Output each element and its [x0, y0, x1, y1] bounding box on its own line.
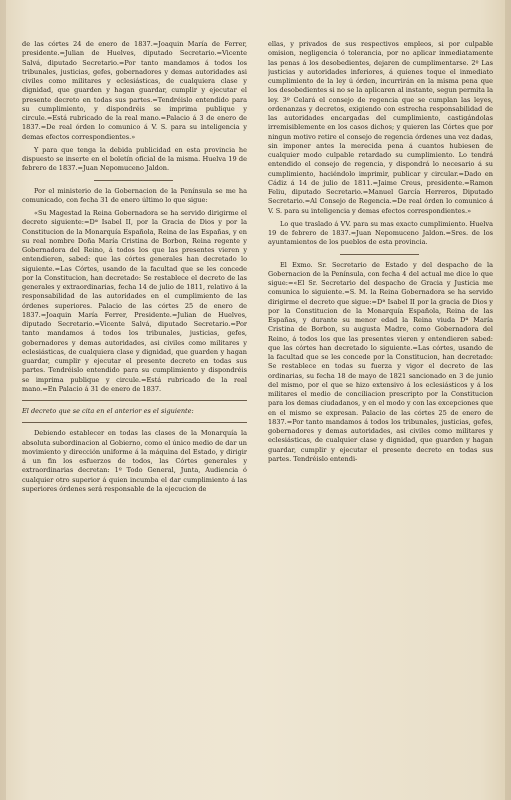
right-paragraph-1: ellas, y privados de sus respectivos empleos, si por culpable omision, negligencia ó tolerancia, por no aplicar inmediatamente las penas á los desobedientes, dejaren de cumplimentarse. 2º Las justicias y autoridades inferiores, á quienes toque el inmediato cumplimiento de la ley ú órden, incurrirán en la misma pena que los desobedientes si no se la aplicaren al instante, segun permita la ley. 3º Celará el consejo de regencia que se cumplan las leyes, ordenanzas y decretos, exigiendo con estrecha responsabilidad de las autoridades encargadas del cumplimiento, castigándolas irremisiblemente en los casos dichos; y quieren las Córtes que por ningun motivo retire el consejo de regencia órdenes una vez dadas, sin imponer antes la merecida pena á cuantos hubiesen de cualquier modo culpable retardado su cumplimiento. Lo tendrá entendido el consejo de regencia, y dispondrá lo necesario á su cumplimiento, haciéndolo imprimir, publicar y circular.=Dado en Cádiz á 14 de julio de 1811.=Jaime Creus, presidente.=Ramon Feliu, diputado Secretario.=Manuel García Herreros, Diputado Secretario.=Al Consejo de Regencia.=De real órden lo comunico á V. S. para su inteligencia y demas efectos correspondientes.»: [268, 40, 494, 215]
left-paragraph-2: Y para que tenga la debida publicidad en esta provincia he dispuesto se inserte en el boletín oficial de la misma. Huelva 19 de febrero de 1837.=Juan Nepomuceno Jaldon.: [22, 145, 248, 173]
left-paragraph-1: de las córtes 24 de enero de 1837.=Joaquin María de Ferrer, presidente.=Julian de Huelves, diputado Secretario.=Vicente Salvá, diputado Secretario.=Por tanto mandamos á todos los tribunales, justicias, gefes, gobernadores y demas autoridades asi civiles como militares y eclesiásticas, de cualquiera clase y dignidad, que guarden y hagan guardar, cumplir y ejecutar el presente decreto en todas sus partes.=Tendréislo entendido para su cumplimiento, y dispondréis se imprima publique y circule.=Está rubricado de la real mano.=Palacio á 3 de enero de 1837.=De real órden lo comunico á V. S. para su inteligencia y demas efectos correspondientes.»: [22, 40, 248, 141]
section2-italic-heading: El decreto que se cita en el anterior es el siguiente:: [22, 407, 194, 415]
page-left-edge-shadow: [0, 0, 6, 800]
section2-decree: Debiendo establecer en todas las clases de la Monarquía la absoluta subordinacion al Gobierno, como el único medio de dar un movimiento y dirección uniforme á la máquina del Estado, y dirigir á un fin los esfuerzos de todos, las Córtes generales y extraordinarias decretan: 1º Todo General, Junta, Audiencia ó cualquier otro superior á quien incumba el dar cumplimiento á las superiores órdenes será responsable de la ejecucion de: [22, 429, 248, 493]
section2-body: «Su Magestad la Reina Gobernadora se ha servido dirigirme el decreto siguiente:=Dª Isabel II, por la Gracia de Dios y por la Constitucion de la Monarquía Española, Reina de las Españas, y en su real nombre Doña María Cristina de Borbon, Reina regente y Gobernadora del Reino, á todos los que las presentes vieren y entendieren, sabed: que las córtes generales han decretado lo siguiente.=Las Córtes, usando de la facultad que se les concede por la Constitucion, han decretado: Se restablece el decreto de las generales y extraordinarias, fecha 14 de julio de 1811, relativo á la responsabilidad de las autoridades en el cumplimiento de las órdenes superiores. Palacio de las córtes 25 de enero de 1837.=Joaquin María Ferrer, Presidente.=Julian de Huelves, diputado Secretario.=Vicente Salvá, diputado Secretario.=Por tanto mandamos á todos los tribunales, justicias, gefes, gobernadores y demas autoridades, asi civiles como militares y eclesiásticas, de cualquiera clase y dignidad, que guarden y hagan guardar, cumplir y ejecutar el presente decreto en todas sus partes. Tendréislo entendido para su cumplimiento y dispondréis se imprima publique y circule.=Está rubricado de la real mano.=En Palacio á 31 de enero de 1837.: [22, 209, 248, 393]
section2-intro: Por el ministerio de la Gobernacion de la Península se me ha comunicado, con fecha 31 de enero último lo que sigue:: [22, 186, 248, 204]
section-divider: [94, 180, 173, 181]
left-column: [22, 40, 247, 788]
right-paragraph-2: Lo que traslado á VV. para su mas exacto cumplimiento. Huelva 19 de febrero de 1837.=Juan Nepomuceno Jaldon.=Sres. de los ayuntamientos de los pueblos de esta provincia.: [268, 219, 494, 247]
right-column: [268, 40, 493, 788]
page-right-edge-shadow: [505, 0, 511, 800]
section-divider-right: [340, 254, 419, 255]
heading-rule-top: [22, 400, 247, 401]
section3-body: El Exmo. Sr. Secretario de Estado y del despacho de la Gobernacion de la Península, con fecha 4 del actual me dice lo que sigue:=«El Sr. Secretario del despacho de Gracia y Justicia me comunica lo siguiente.=S. M. la Reina Gobernadora se ha servido dirigirme el decreto que sigue:=Dª Isabel II por la gracia de Dios y por la Constitucion de la Monarquía Española, Reina de las Españas, y durante su menor edad la Reina viuda Dª María Cristina de Borbon, su augusta Madre, como Gobernadora del Reino, á todos los que las presentes vieren y entendieren sabed: que las córtes han decretado lo siguiente.=Las córtes, usando de la facultad que se les concede por la Constitucion, han decretado: Se restablece en todas su fuerza y vigor el decreto de las ordinarias, su fecha 18 de mayo de 1821 sancionado en 3 de junio del mismo, por el que se hizo extensivo á los eclesiásticos y á los militares el medio de conciliacion prescripto por la Constitucion para los demas ciudadanos, y en el modo y con las excepciones que en el mismo se expresan. Palacio de las córtes 25 de enero de 1837.=Por tanto mandamos á todos los tribunales, justicias, gefes, gobernadores y demas autoridades, asi civiles como militares y eclesiásticas, de cualquier clase y dignidad, que guarden y hagan guardar, cumplir y ejecutar el presente decreto en todas sus partes. Tendréislo entendi-: [268, 260, 494, 463]
heading-rule-bottom: [22, 422, 247, 423]
column-gutter: [257, 40, 258, 788]
two-column-layout: [22, 40, 493, 788]
